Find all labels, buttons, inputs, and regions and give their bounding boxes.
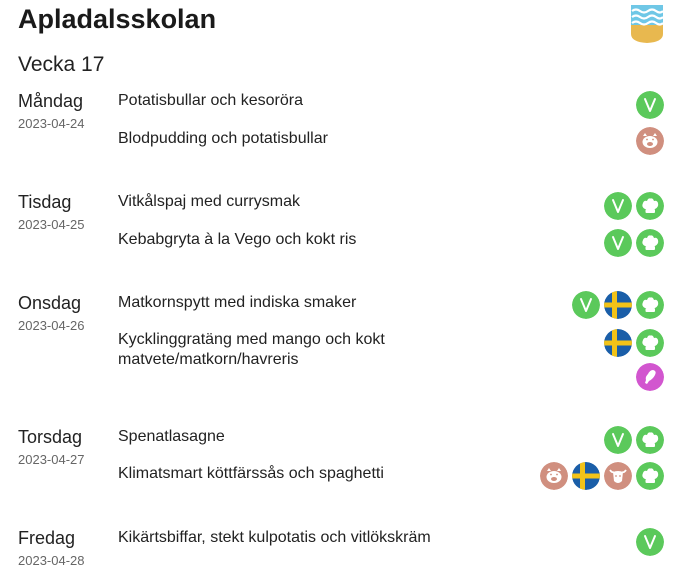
- vegetarian-icon: [604, 229, 632, 257]
- dish-item: Matkornspytt med indiska smaker: [118, 294, 357, 311]
- day-name: Fredag: [18, 528, 76, 548]
- chef-hat-icon: [636, 426, 664, 454]
- dish-icons: [636, 363, 664, 391]
- day-date: 2023-04-25: [18, 217, 85, 232]
- dish-icons: [604, 192, 664, 220]
- day-name: Tisdag: [18, 192, 72, 212]
- dish-icons: [604, 426, 664, 454]
- dish-icons: [636, 528, 664, 556]
- day-date: 2023-04-26: [18, 318, 85, 333]
- vegetarian-icon: [604, 426, 632, 454]
- dish-item: Potatisbullar och kesorörа: [118, 92, 303, 109]
- day-name: Torsdag: [18, 427, 83, 447]
- dish-icons: [604, 329, 664, 357]
- swedish-flag-icon: [572, 462, 600, 490]
- vegetarian-icon: [636, 91, 664, 119]
- chef-hat-icon: [636, 462, 664, 490]
- dish-icons: [636, 127, 664, 155]
- dish-item: Spenatlasagne: [118, 428, 225, 445]
- beef-icon: [604, 462, 632, 490]
- chef-hat-icon: [636, 229, 664, 257]
- school-title: Apladalsskolan: [18, 4, 217, 34]
- week-title: Vecka 17: [18, 53, 105, 76]
- day-name: Måndag: [18, 91, 84, 111]
- dish-icons: [604, 229, 664, 257]
- dish-item: Kikärtsbiffar, stekt kulpotatis och vitlökskräm: [118, 529, 431, 546]
- vegetarian-icon: [636, 528, 664, 556]
- chef-hat-icon: [636, 192, 664, 220]
- school-logo-icon: [630, 4, 664, 44]
- dish-item: Blodpudding och potatisbullar: [118, 130, 328, 147]
- day-date: 2023-04-24: [18, 116, 85, 131]
- dish-item: Vitkålspaj med currysmak: [118, 193, 300, 210]
- chef-hat-icon: [636, 329, 664, 357]
- swedish-flag-icon: [604, 291, 632, 319]
- dish-icons: [572, 291, 664, 319]
- day-date: 2023-04-28: [18, 553, 85, 568]
- dish-item: Kycklinggratäng med mango och kokt matvete/matkorn/havreris: [118, 331, 385, 368]
- dish-icons: [540, 462, 664, 490]
- day-date: 2023-04-27: [18, 452, 85, 467]
- pork-icon: [540, 462, 568, 490]
- poultry-icon: [636, 363, 664, 391]
- swedish-flag-icon: [604, 329, 632, 357]
- vegetarian-icon: [572, 291, 600, 319]
- dish-item: Kebabgryta à la Vego och kokt ris: [118, 231, 357, 248]
- dish-item: Klimatsmart köttfärssås och spaghetti: [118, 465, 384, 482]
- dish-icons: [636, 91, 664, 119]
- pork-icon: [636, 127, 664, 155]
- vegetarian-icon: [604, 192, 632, 220]
- day-name: Onsdag: [18, 293, 82, 313]
- chef-hat-icon: [636, 291, 664, 319]
